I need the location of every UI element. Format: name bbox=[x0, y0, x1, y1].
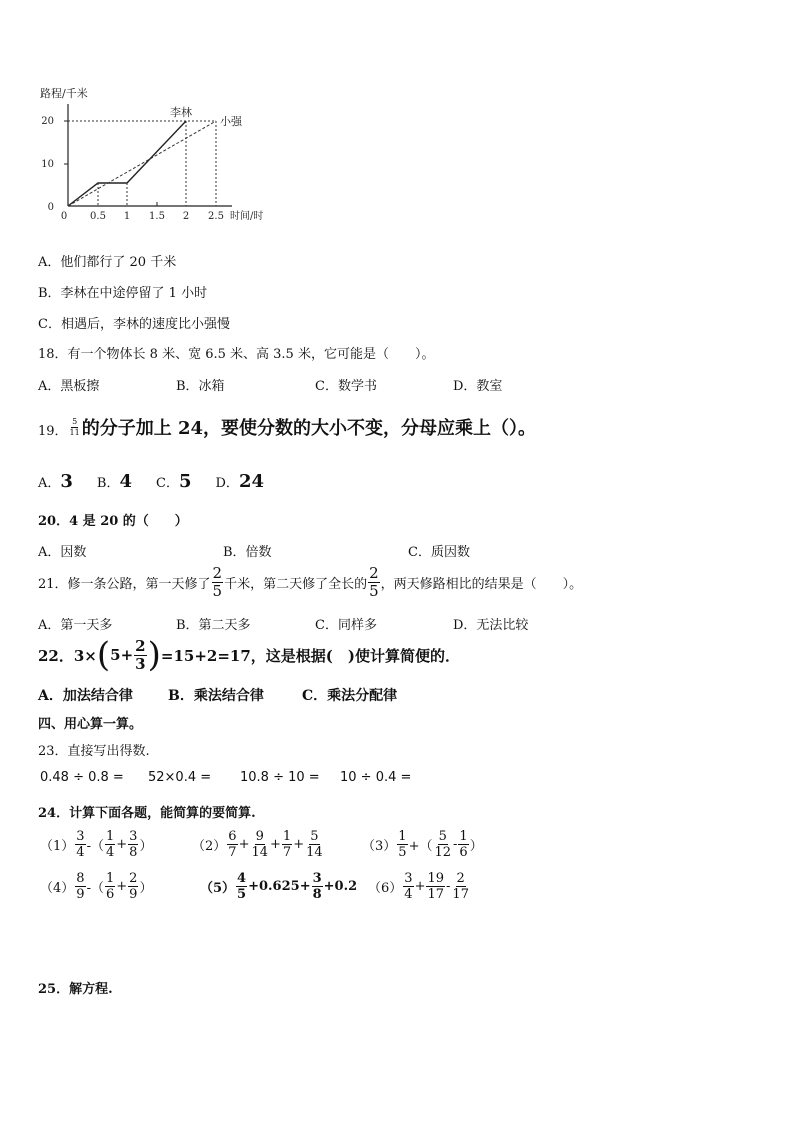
section-4-title: 四、用心算一算。 bbox=[38, 717, 143, 732]
y-axis-label: 路程/千米 bbox=[40, 87, 88, 100]
q21-fraction-2: $\frac{2}{5}$ bbox=[369, 564, 379, 600]
q22-stem: 22．3× ( 5+ $\frac{2}{3}$ ) =15+2=17，这是根据( )使计算简便的． bbox=[38, 635, 460, 675]
q21-option-b: B．第二天多 bbox=[176, 618, 251, 633]
q24-problem-6: （6） $\frac{3}{4}$ + $\frac{19}{17}$ - $\frac{2}{17}$ bbox=[368, 871, 469, 902]
q19-stem bbox=[38, 414, 536, 440]
x-axis-label: 时间/时 bbox=[230, 211, 264, 222]
q21-part3: ，两天修路相比的结果是（ ）。 bbox=[380, 577, 583, 592]
q22-option-a: A．加法结合律 bbox=[38, 688, 133, 704]
q18-option-a: A．黑板擦 bbox=[38, 379, 100, 394]
q23-item-2: 52×0.4 = bbox=[148, 770, 212, 785]
q19-option-d-letter: D． bbox=[215, 476, 239, 491]
q19-option-c-letter: C． bbox=[156, 476, 179, 491]
q20-option-c: C．质因数 bbox=[408, 545, 470, 560]
q19-option-a-value: 3 bbox=[60, 471, 73, 492]
q17-option-b: B．李林在中途停留了 1 小时 bbox=[38, 286, 208, 301]
x-tick-1: 1 bbox=[123, 211, 131, 222]
q22-post: =15+2=17，这是根据( )使计算简便的． bbox=[160, 646, 460, 665]
x-tick-0.5: 0.5 bbox=[90, 211, 106, 222]
q23-item-1: 0.48 ÷ 0.8 = bbox=[40, 770, 124, 785]
y-tick-10: 10 bbox=[41, 159, 54, 170]
q23-stem: 23．直接写出得数. bbox=[38, 744, 150, 759]
q19-option-c-value: 5 bbox=[178, 471, 192, 492]
q24-stem: 24．计算下面各题，能简算的要简算. bbox=[38, 806, 256, 821]
q22-pre: 22．3× bbox=[38, 646, 97, 665]
q20-stem: 20．4 是 20 的（ ） bbox=[38, 514, 188, 529]
q19-option-b-letter: B． bbox=[96, 476, 120, 491]
q20-option-a: A．因数 bbox=[38, 545, 87, 560]
q19-fraction: $\frac{5}{11}$ bbox=[69, 416, 80, 437]
q24-problem-2: （2） $\frac{6}{7}$ + $\frac{9}{14}$ + $\frac{1}{7}$ + $\frac{5}{14}$ bbox=[192, 829, 323, 860]
q19-number: 19． bbox=[38, 423, 68, 439]
lilin-label: 李林 bbox=[170, 106, 192, 119]
x-tick-2.5: 2.5 bbox=[208, 211, 224, 222]
q24-problem-4: （4） $\frac{8}{9}$ -（ $\frac{1}{6}$ + $\frac{2}{9}$ ） bbox=[40, 871, 153, 902]
q17-option-c: C．相遇后，李林的速度比小强慢 bbox=[38, 317, 230, 332]
q19-option-a-letter: A． bbox=[38, 476, 61, 491]
q24-problem-5: （5） $\frac{4}{5}$ +0.625+ $\frac{3}{8}$ +0.2 bbox=[200, 871, 358, 902]
x-tick-2: 2 bbox=[182, 211, 190, 222]
q19-option-b-value: 4 bbox=[119, 471, 133, 492]
lilin-line bbox=[68, 121, 186, 206]
q24-problem-1: （1） $\frac{3}{4}$ -（ $\frac{1}{4}$ + $\frac{3}{8}$ ） bbox=[40, 829, 153, 860]
xiaoqiang-label: 小强 bbox=[220, 115, 242, 128]
q22-inner: 5+ bbox=[110, 646, 134, 664]
q21-stem bbox=[38, 566, 582, 599]
q17-option-a: A．他们都行了 20 千米 bbox=[38, 255, 177, 270]
q22-fraction: $\frac{2}{3}$ bbox=[135, 636, 146, 673]
q21-option-c: C．同样多 bbox=[315, 618, 377, 633]
q24-problem-3: （3） $\frac{1}{5}$ +（ $\frac{5}{12}$ - $\frac{1}{6}$ ） bbox=[362, 829, 483, 860]
distance-time-graph bbox=[36, 82, 286, 232]
q21-part1: 21．修一条公路，第一天修了 bbox=[38, 577, 211, 592]
q21-option-d: D．无法比较 bbox=[453, 618, 529, 633]
q18-stem: 18．有一个物体长 8 米、宽 6.5 米、高 3.5 米，它可能是（ ）。 bbox=[38, 347, 435, 362]
q18-option-d: D．教室 bbox=[453, 379, 503, 394]
q20-option-b: B．倍数 bbox=[223, 545, 272, 560]
y-tick-0: 0 bbox=[47, 202, 54, 213]
q21-part2: 千米，第二天修了全长的 bbox=[224, 577, 368, 592]
q23-item-4: 10 ÷ 0.4 = bbox=[340, 770, 412, 785]
x-tick-1.5: 1.5 bbox=[149, 211, 165, 222]
x-tick-0: 0 bbox=[60, 211, 68, 222]
q22-option-b: B．乘法结合律 bbox=[168, 688, 264, 704]
xiaoqiang-line bbox=[68, 121, 216, 206]
q21-fraction-1: $\frac{2}{5}$ bbox=[212, 564, 223, 600]
q25-stem: 25．解方程. bbox=[38, 982, 113, 997]
q19-options bbox=[38, 471, 264, 492]
q19-stem-text: 的分子加上 24，要使分数的大小不变，分母应乘上（）。 bbox=[81, 418, 537, 439]
q23-item-3: 10.8 ÷ 10 = bbox=[240, 770, 320, 785]
q18-option-c: C．数学书 bbox=[315, 379, 377, 394]
y-tick-20: 20 bbox=[41, 116, 54, 127]
q22-option-c: C．乘法分配律 bbox=[302, 688, 398, 704]
q19-option-d-value: 24 bbox=[238, 471, 264, 492]
q18-option-b: B．冰箱 bbox=[176, 379, 225, 394]
q21-option-a: A．第一天多 bbox=[38, 618, 113, 633]
